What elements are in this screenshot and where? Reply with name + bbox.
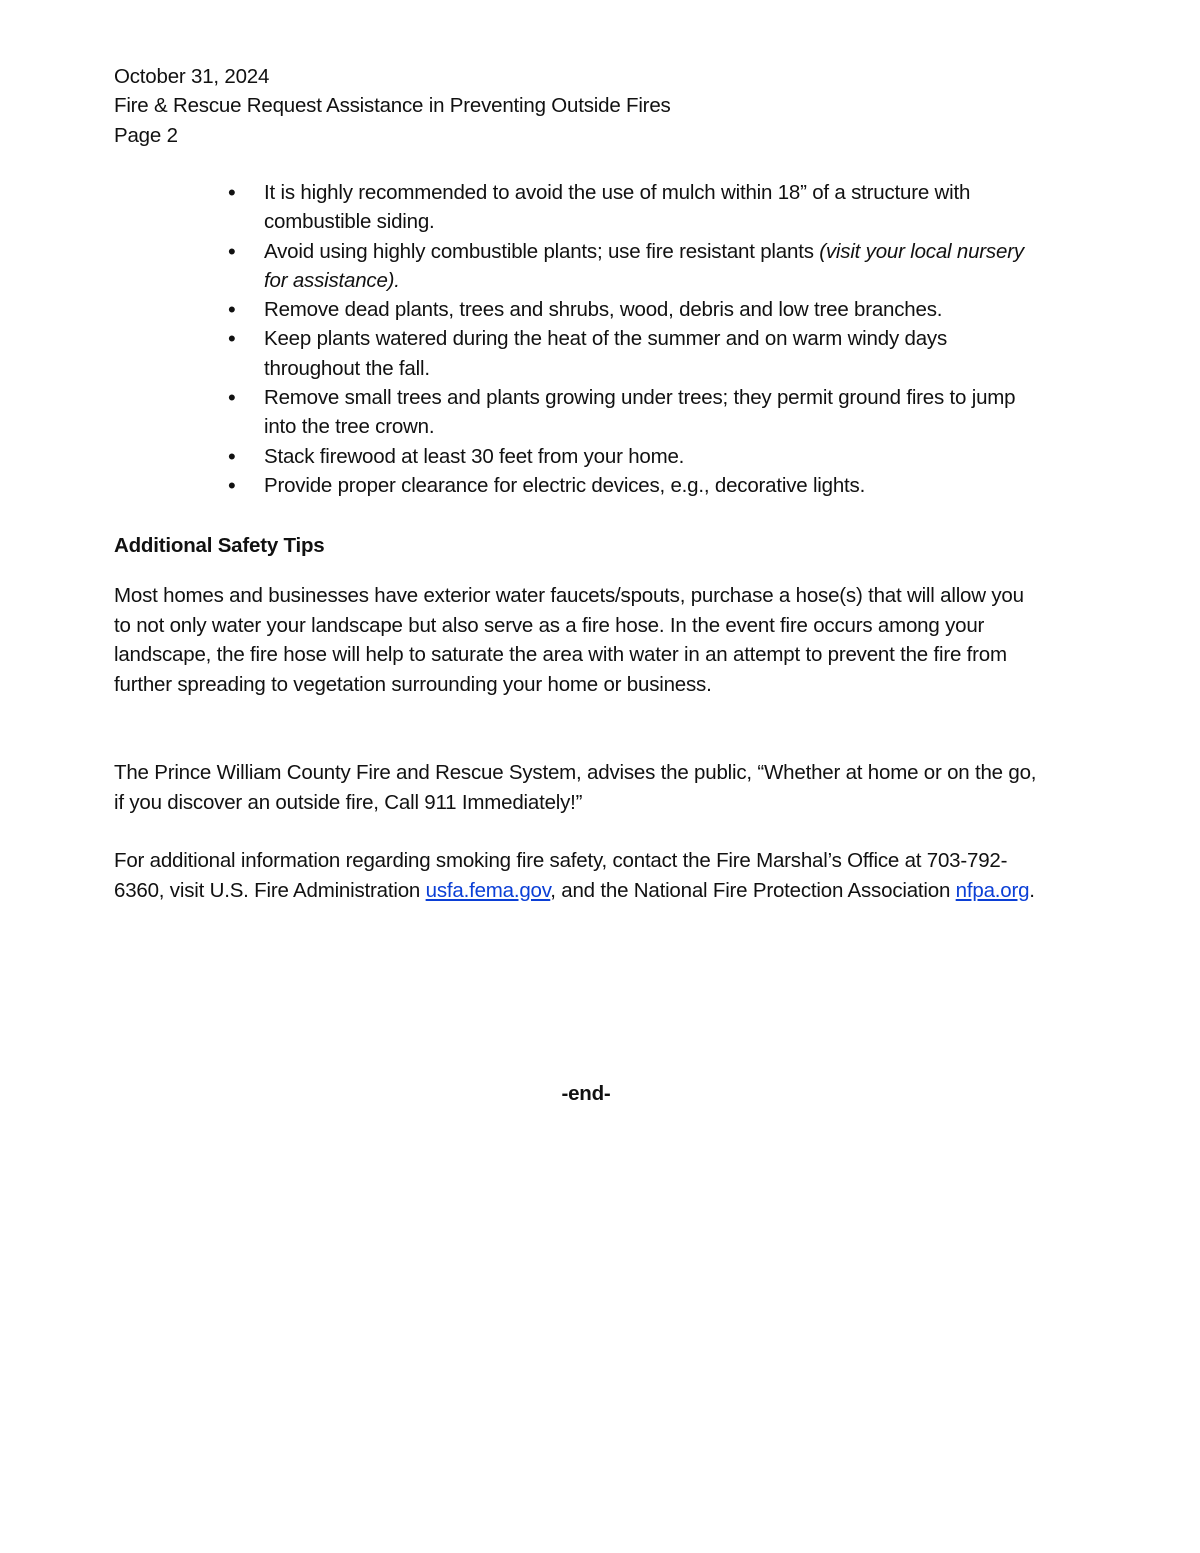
list-item-text: Avoid using highly combustible plants; use fire resistant plants	[264, 239, 820, 263]
contact-text: For additional information regarding smoking fire safety, contact the Fire Marshal’s Office at 703-792-6360, visit U.S. Fire Administration	[114, 849, 1008, 902]
list-item	[232, 383, 1042, 442]
document-header	[114, 62, 671, 150]
advice-paragraph: The Prince William County Fire and Rescue System, advises the public, “Whether at home or on the go, if you discover an outside fire, Call 911 Immediately!”	[114, 761, 1037, 814]
contact-text: .	[1029, 878, 1035, 902]
header-title: Fire & Rescue Request Assistance in Preventing Outside Fires	[114, 94, 671, 118]
list-item	[232, 237, 1042, 296]
hose-paragraph: Most homes and businesses have exterior water faucets/spouts, purchase a hose(s) that will allow you to not only water your landscape but also serve as a fire hose. In the event fire occurs among your landscape, the fire hose will help to saturate the area with water in an attempt to prevent the fire from further spreading to vegetation surrounding your home or business.	[114, 584, 1024, 696]
header-date: October 31, 2024	[114, 65, 270, 88]
section-heading: Additional Safety Tips	[114, 534, 325, 557]
end-marker: -end-	[561, 1082, 611, 1105]
contact-text: , and the National Fire Protection Association	[550, 878, 956, 902]
list-item	[232, 324, 1042, 383]
usfa-link[interactable]: usfa.fema.gov	[425, 878, 551, 902]
list-item	[232, 295, 1042, 324]
tips-list	[232, 178, 1042, 500]
list-item	[232, 178, 1042, 237]
list-item-text: Keep plants watered during the heat of the summer and on warm windy days throughout the fall.	[264, 327, 947, 380]
list-item-note: (visit your local nursery for assistance).	[264, 239, 1024, 292]
list-item	[232, 471, 1042, 500]
nfpa-link[interactable]: nfpa.org	[955, 878, 1030, 902]
list-item-text: Provide proper clearance for electric devices, e.g., decorative lights.	[264, 473, 866, 497]
list-item-text: Remove dead plants, trees and shrubs, wood, debris and low tree branches.	[264, 298, 943, 322]
contact-paragraph	[114, 846, 1044, 905]
list-item-text: It is highly recommended to avoid the use of mulch within 18” of a structure with combustible siding.	[264, 181, 971, 234]
list-item-text: Remove small trees and plants growing under trees; they permit ground fires to jump into the tree crown.	[264, 386, 1016, 439]
list-item	[232, 442, 1042, 471]
list-item-text: Stack firewood at least 30 feet from your home.	[264, 444, 685, 468]
header-page-number: Page 2	[114, 123, 178, 147]
